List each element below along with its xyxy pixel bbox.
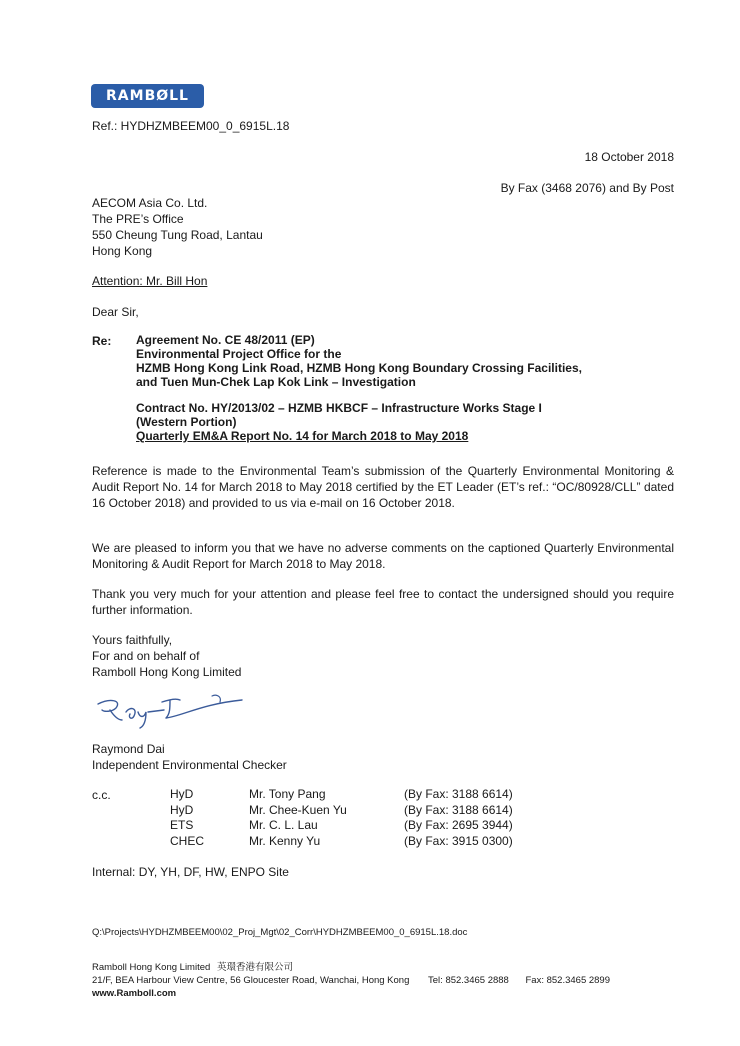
footer-fax: Fax: 852.3465 2899 — [525, 975, 610, 986]
cc-org: HyD — [170, 802, 194, 817]
handwritten-signature — [92, 690, 252, 730]
recipient-address — [92, 195, 263, 259]
footer-website: www.Ramboll.com — [92, 988, 177, 999]
file-path: Q:\Projects\HYDHZMBEEM00\02_Proj_Mgt\02_Corr\HYDHZMBEEM00_0_6915L.18.doc — [92, 927, 468, 938]
closing-line: Ramboll Hong Kong Limited — [92, 665, 242, 679]
address-line: AECOM Asia Co. Ltd. — [92, 196, 208, 210]
signatory-block — [92, 741, 287, 773]
cc-name-column — [249, 787, 347, 849]
body-paragraph-1: Reference is made to the Environmental Team’s submission of the Quarterly Environmental Monitoring & Audit Report No. 14 for March 2018 to May 2018 certified by the ET Leader (ET’s ref.: “OC/80928/CLL” dated 16 October 2018) and provided to us via e-mail on 16 October 2018. — [92, 464, 674, 510]
attention-line: Attention: Mr. Bill Hon — [92, 274, 208, 288]
letter-date: 18 October 2018 — [584, 150, 674, 164]
footer-company: Ramboll Hong Kong Limited — [92, 962, 211, 973]
closing-line: For and on behalf of — [92, 649, 200, 663]
body-paragraph-3: Thank you very much for your attention and please feel free to contact the undersigned should you require further information. — [92, 587, 674, 617]
ramboll-logo: RAMBØLL — [91, 84, 204, 108]
cc-org: ETS — [170, 818, 194, 832]
signatory-title: Independent Environmental Checker — [92, 758, 287, 772]
cc-name: Mr. Chee-Kuen Yu — [249, 802, 347, 817]
subject-line: Environmental Project Office for the — [136, 347, 342, 361]
cc-org-column — [170, 787, 204, 849]
cc-fax-column — [404, 787, 513, 849]
cc-org: CHEC — [170, 833, 205, 848]
subject-block — [136, 333, 676, 443]
cc-name: Mr. Tony Pang — [249, 787, 326, 801]
subject-line: and Tuen Mun-Chek Lap Kok Link – Investigation — [136, 375, 416, 389]
subject-line: HZMB Hong Kong Link Road, HZMB Hong Kong Boundary Crossing Facilities, — [136, 361, 582, 375]
re-label: Re: — [92, 334, 112, 348]
cc-fax: (By Fax: 3188 6614) — [404, 802, 513, 817]
closing-block — [92, 632, 241, 680]
footer-tel: Tel: 852.3465 2888 — [428, 975, 509, 986]
closing-line: Yours faithfully, — [92, 633, 173, 647]
footer-company-cn: 英環香港有限公司 — [216, 962, 293, 973]
cc-fax: (By Fax: 3188 6614) — [404, 787, 513, 801]
cc-name: Mr. C. L. Lau — [249, 818, 318, 832]
cc-fax: (By Fax: 2695 3944) — [404, 818, 513, 832]
footer-address-line — [92, 975, 610, 987]
address-line: 550 Cheung Tung Road, Lantau — [92, 228, 263, 242]
cc-org: HyD — [170, 787, 194, 801]
subject-line: Agreement No. CE 48/2011 (EP) — [136, 333, 315, 347]
internal-distribution: Internal: DY, YH, DF, HW, ENPO Site — [92, 865, 289, 879]
cc-fax: (By Fax: 3915 0300) — [404, 833, 513, 848]
cc-name: Mr. Kenny Yu — [249, 833, 321, 848]
address-line: Hong Kong — [92, 244, 153, 258]
contract-line: Contract No. HY/2013/02 – HZMB HKBCF – Infrastructure Works Stage I — [136, 401, 542, 415]
footer-company-line — [92, 962, 293, 974]
cc-label: c.c. — [92, 788, 111, 802]
footer-address: 21/F, BEA Harbour View Centre, 56 Gloucester Road, Wanchai, Hong Kong — [92, 975, 410, 986]
body-paragraph-2: We are pleased to inform you that we have no adverse comments on the captioned Quarterly Environmental Monitoring & Audit Report for March 2018 to May 2018. — [92, 541, 674, 571]
contract-line: (Western Portion) — [136, 415, 237, 429]
report-title: Quarterly EM&A Report No. 14 for March 2018 to May 2018 — [136, 429, 469, 443]
delivery-method: By Fax (3468 2076) and By Post — [500, 181, 674, 195]
address-line: The PRE’s Office — [92, 212, 184, 226]
signatory-name: Raymond Dai — [92, 742, 165, 756]
salutation: Dear Sir, — [92, 305, 139, 319]
reference-number: Ref.: HYDHZMBEEM00_0_6915L.18 — [92, 119, 290, 133]
